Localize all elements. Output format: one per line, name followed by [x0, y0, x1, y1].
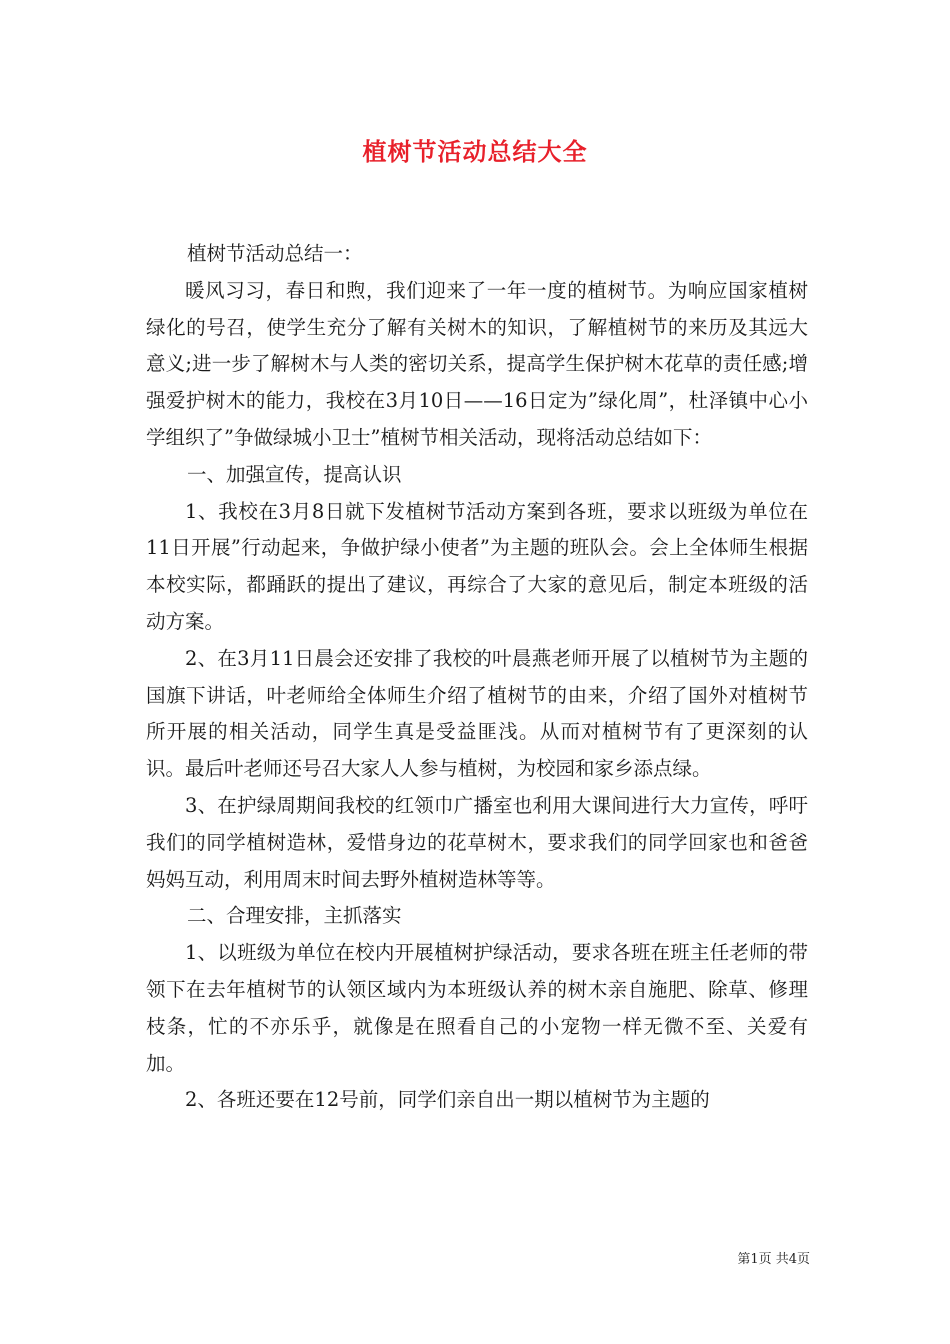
- paragraph: 1、我校在3月8日就下发植树节活动方案到各班，要求以班级为单位在11日开展”行动起来，争做护绿小使者”为主题的班队会。会上全体师生根据本校实际，都踊跃的提出了建议，再综合了大家的意见后，制定本班级的活动方案。: [146, 499, 808, 633]
- paragraph: 2、各班还要在12号前，同学们亲自出一期以植树节为主题的: [185, 1088, 710, 1112]
- section-heading: 一、加强宣传，提高认识: [186, 462, 402, 486]
- document-body: [146, 236, 808, 1119]
- paragraph: 1、以班级为单位在校内开展植树护绿活动，要求各班在班主任老师的带领下在去年植树节的认领区域内为本班级认养的树木亲自施肥、除草、修理枝条，忙的不亦乐乎，就像是在照看自己的小宠物一样无微不至、关爱有加。: [146, 941, 808, 1075]
- page-number: 第1页 共4页: [737, 1252, 810, 1267]
- document-title: 植树节活动总结大全: [362, 137, 588, 166]
- paragraph: 2、在3月11日晨会还安排了我校的叶晨燕老师开展了以植树节为主题的国旗下讲话，叶老师给全体师生介绍了植树节的由来，介绍了国外对植树节所开展的相关活动，同学生真是受益匪浅。从而对植树节有了更深刻的认识。最后叶老师还号召大家人人参与植树，为校园和家乡添点绿。: [146, 646, 808, 781]
- section-heading: 二、合理安排，主抓落实: [186, 904, 402, 928]
- section-heading: 植树节活动总结一：: [186, 242, 363, 265]
- paragraph: 3、在护绿周期间我校的红领巾广播室也利用大课间进行大力宣传，呼吁我们的同学植树造林，爱惜身边的花草树木，要求我们的同学回家也和爸爸妈妈互动，利用周末时间去野外植树造林等等。: [146, 793, 808, 891]
- paragraph: 暖风习习，春日和煦，我们迎来了一年一度的植树节。为响应国家植树绿化的号召，使学生充分了解有关树木的知识，了解植树节的来历及其远大意义;进一步了解树木与人类的密切关系，提高学生保护树木花草的责任感;增强爱护树木的能力，我校在3月10日——16日定为”绿化周”，杜泽镇中心小学组织了”争做绿城小卫士”植树节相关活动，现将活动总结如下：: [146, 278, 808, 449]
